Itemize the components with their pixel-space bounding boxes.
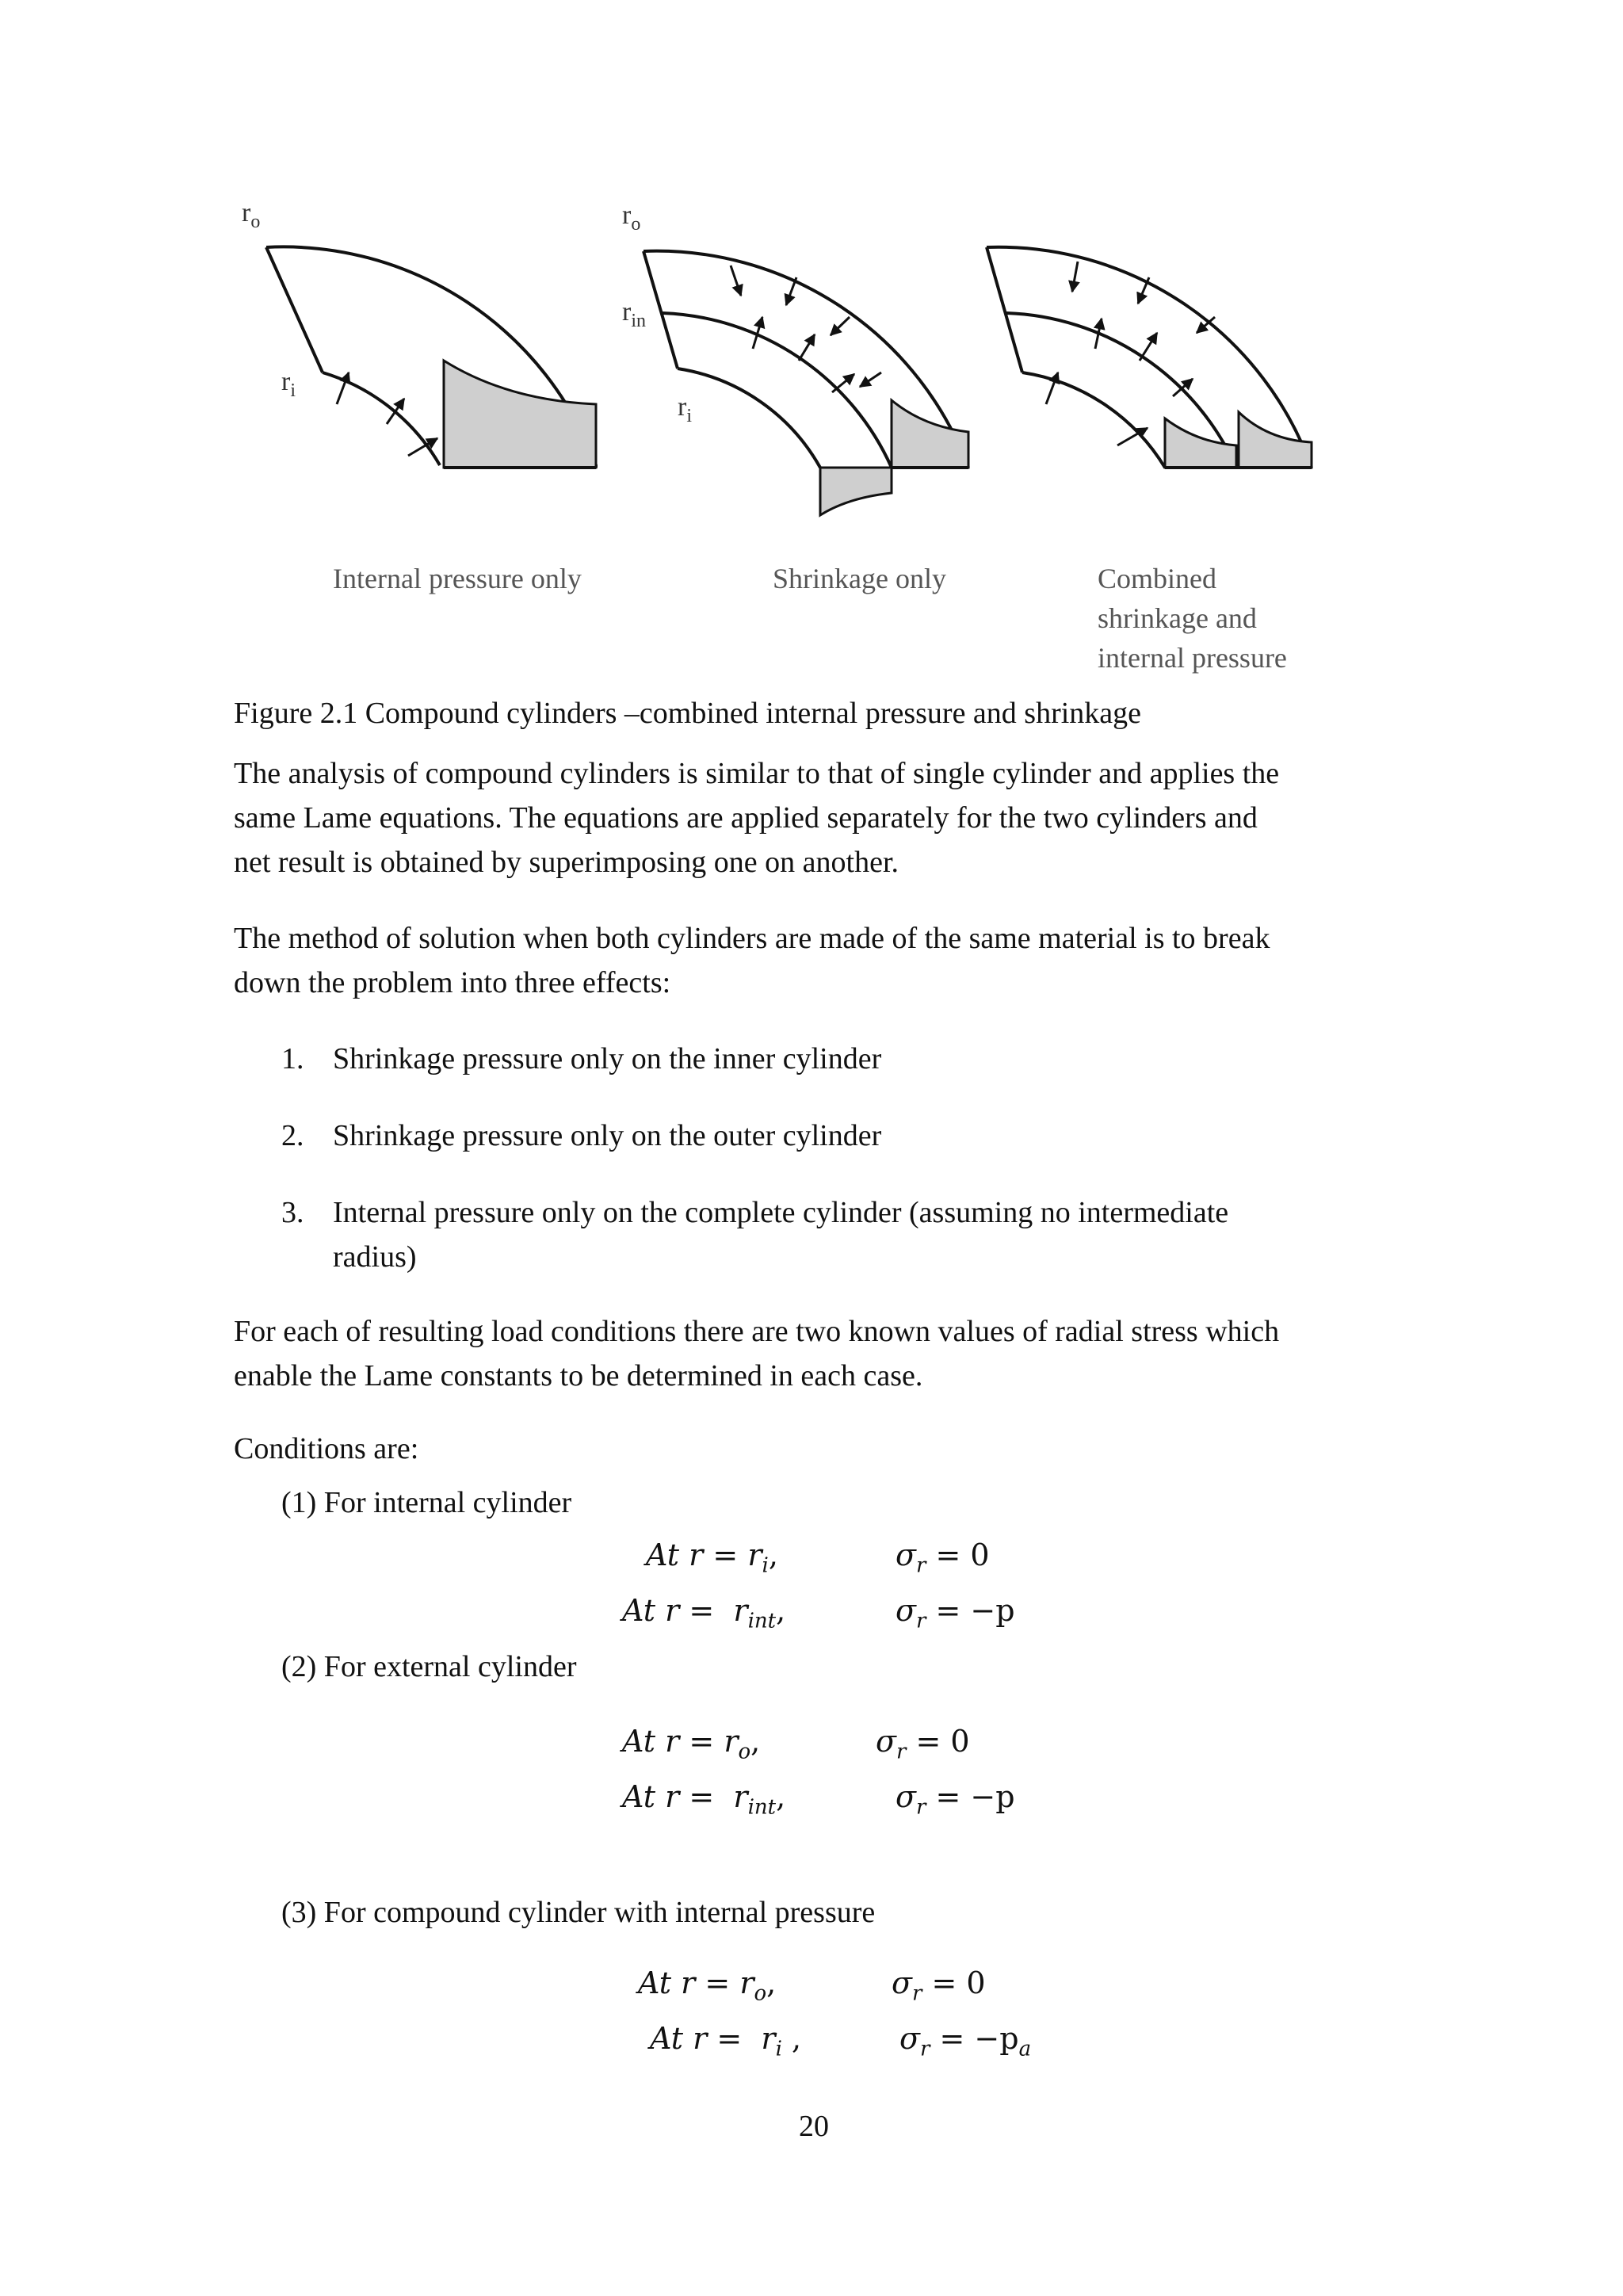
label-ro-panel2: $r_o$ [622, 201, 641, 235]
equation-sigma-zero: $\sigma_r = 0$ [896, 1538, 990, 1578]
equation-at-rint: At $r = r_{int}$, [622, 1593, 786, 1633]
equation-sigma-minus-pa: $\sigma_r = -p_a$ [899, 2021, 1032, 2061]
label-ri-panel1: $r_i$ [281, 367, 296, 401]
paragraph-analysis: The analysis of compound cylinders is similar to that of single cylinder and applies the same Lame equations. The equations are applied separately for the two cylinders and net result is obtained by superimposing one on another. [234, 757, 1280, 879]
panel-combined [987, 247, 1312, 468]
label-ro-panel1: $r_o$ [242, 198, 261, 232]
condition-internal-cylinder: (1) For internal cylinder [281, 1486, 572, 1519]
page-number: 20 [799, 2110, 829, 2143]
figure-caption: Figure 2.1 Compound cylinders –combined internal pressure and shrinkage [234, 697, 1142, 730]
inner-arc [678, 369, 820, 468]
equation-at-ri: At $r = r_i$, [646, 1538, 778, 1578]
paragraph-method: The method of solution when both cylinders are made of the same material is to break down the problem into three effects: [234, 922, 1270, 999]
panel-label-shrinkage: Shrinkage only [773, 563, 946, 594]
stress-distribution-shade [444, 361, 596, 468]
condition-compound-cylinder: (3) For compound cylinder with internal pressure [281, 1896, 876, 1929]
list-item-text: Shrinkage pressure only on the inner cylinder [333, 1042, 882, 1075]
equation-sigma-minus-p: $\sigma_r = -p$ [896, 1593, 1015, 1633]
label-rin-panel2: $r_{in}$ [622, 297, 646, 331]
condition-external-cylinder: (2) For external cylinder [281, 1650, 577, 1683]
equation-at-ri: At $r = r_i$ , [650, 2021, 802, 2061]
list-item-text: Shrinkage pressure only on the outer cylinder [333, 1119, 882, 1152]
panel-internal-pressure [266, 246, 596, 468]
list-item: 2. [281, 1119, 304, 1152]
panel-label-internal-pressure: Internal pressure only [333, 563, 582, 594]
equation-sigma-minus-p: $\sigma_r = -p$ [896, 1779, 1015, 1820]
conditions-label: Conditions are: [234, 1432, 419, 1465]
list-item: 3. [281, 1196, 304, 1229]
equation-sigma-zero: $\sigma_r = 0$ [876, 1724, 970, 1764]
panel-shrinkage [643, 251, 968, 515]
stress-shade-outer [892, 400, 968, 468]
stress-shade-inner [820, 468, 892, 515]
paragraph-load-conditions: For each of resulting load conditions there are two known values of radial stress which enable the Lame constants to be determined in each case. [234, 1315, 1280, 1392]
interface-arc [663, 313, 892, 468]
equation-sigma-zero: $\sigma_r = 0$ [892, 1966, 986, 2006]
list-item: 1. [281, 1042, 304, 1075]
list-item-text: Internal pressure only on the complete cylinder (assuming no intermediate radius) [333, 1196, 1229, 1274]
inner-arc [1022, 372, 1165, 468]
equation-at-ro: At $r = r_o$, [622, 1724, 761, 1764]
equation-at-ro: At $r = r_o$, [638, 1966, 777, 2006]
label-ri-panel2: $r_i$ [678, 392, 692, 426]
equation-at-rint: At $r = r_{int}$, [622, 1779, 786, 1820]
stress-shade-inner [1165, 418, 1236, 468]
panel-label-combined: Combined shrinkage and internal pressure [1098, 563, 1287, 674]
